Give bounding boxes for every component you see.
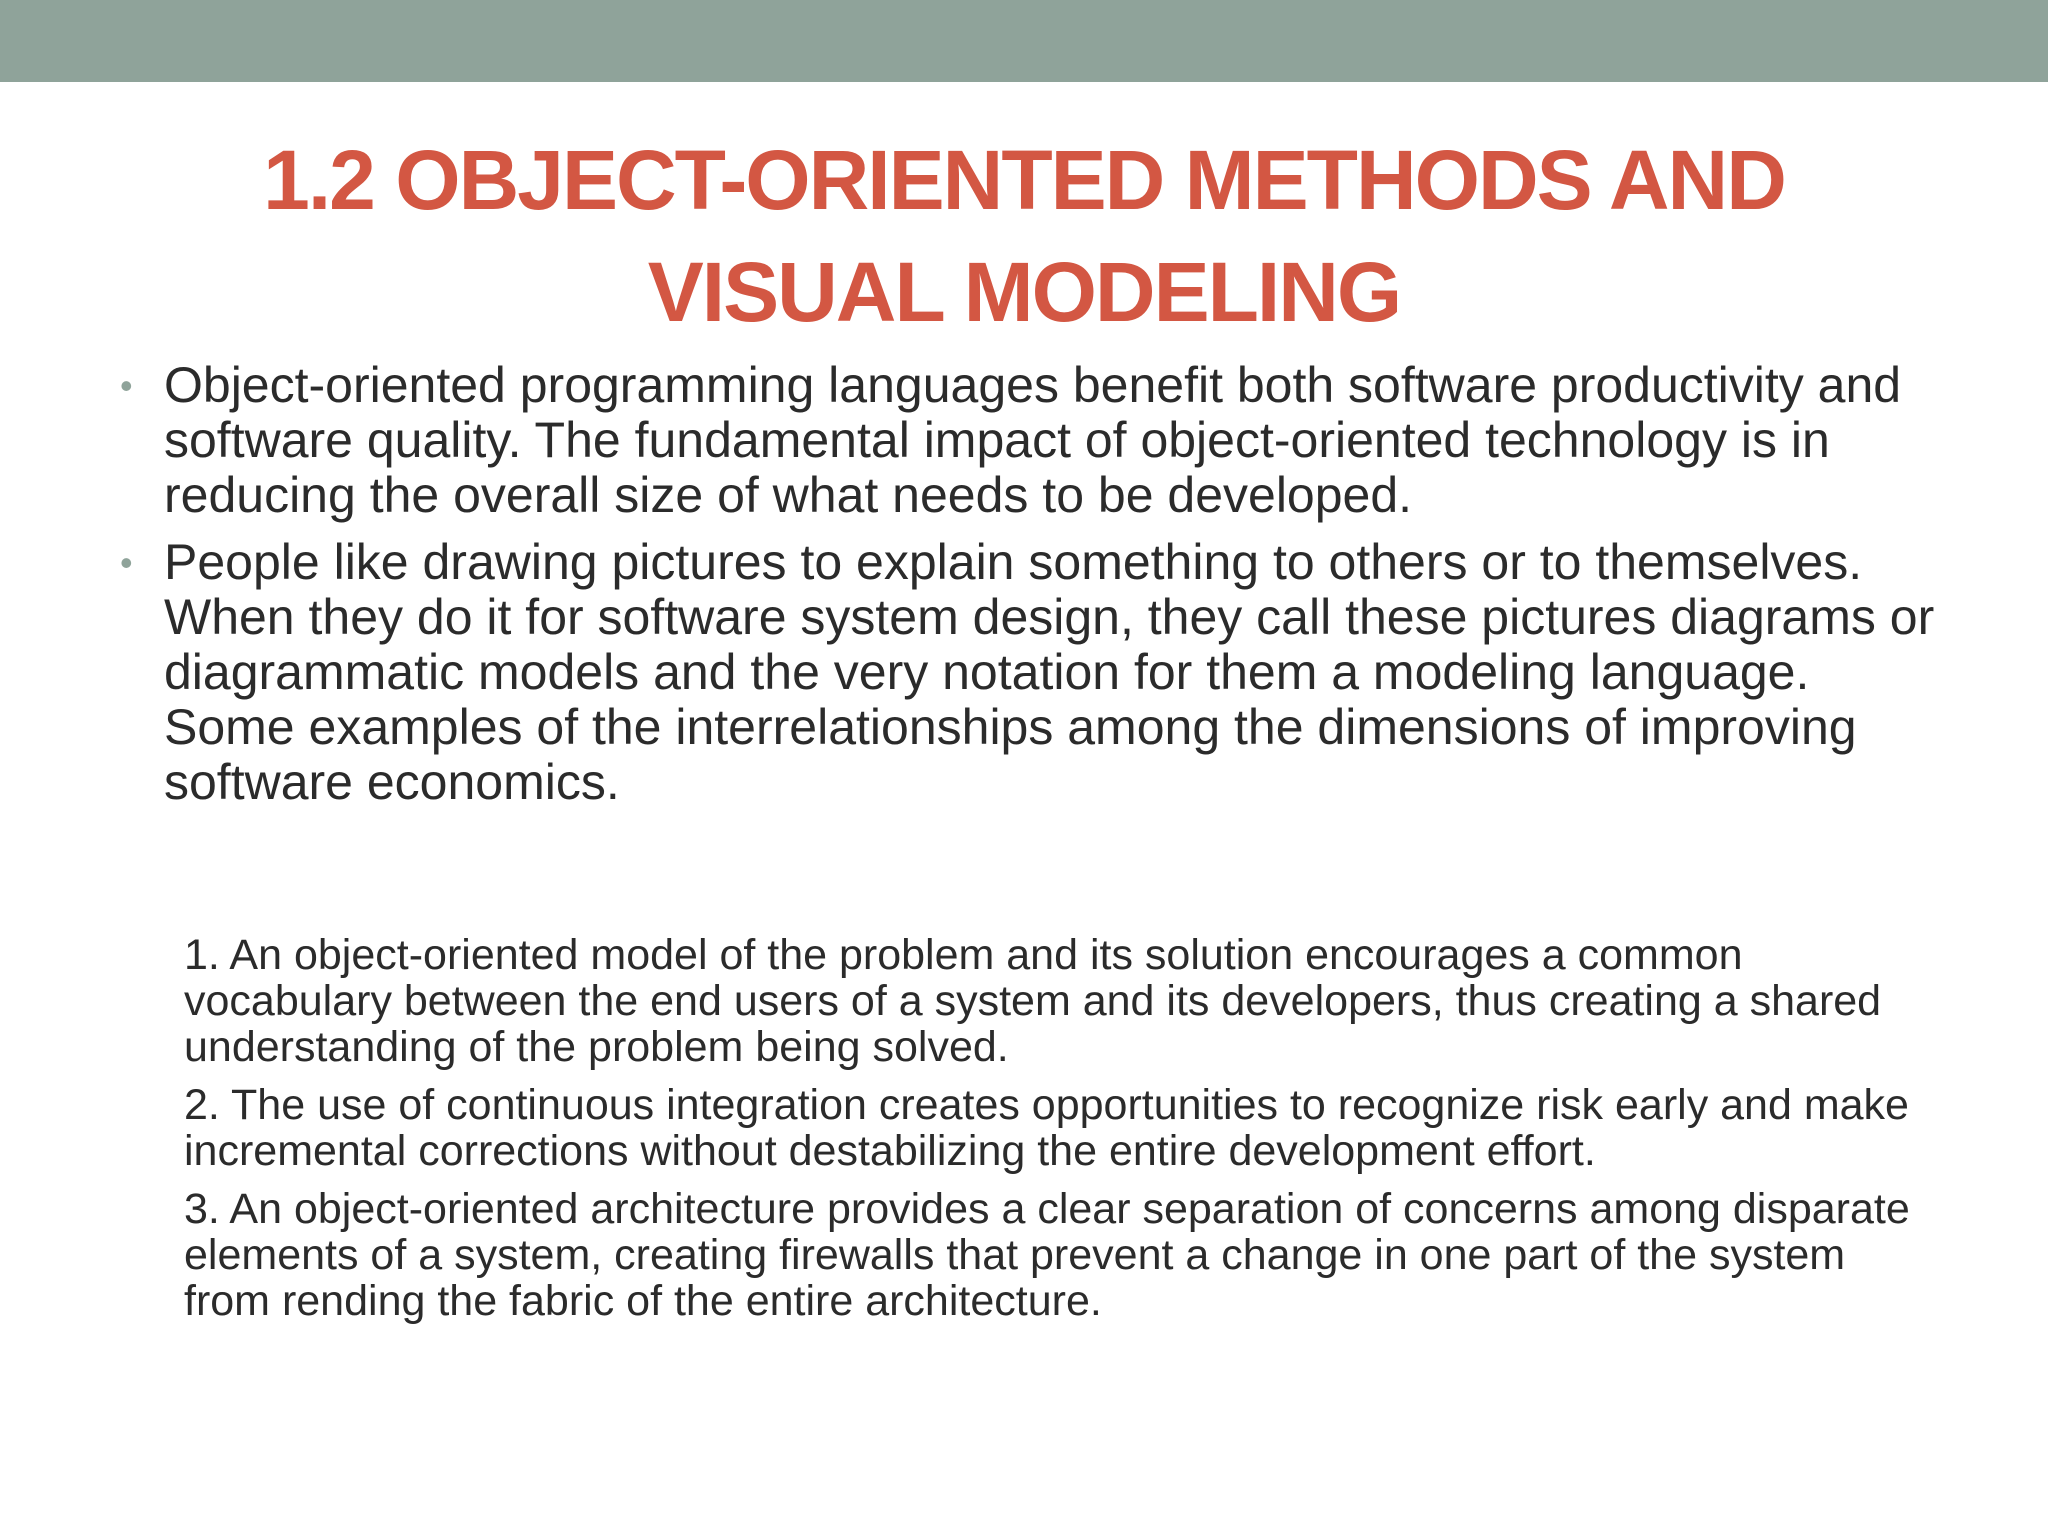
bullet-item [120, 358, 1940, 523]
slide-title-line-1: 1.2 OBJECT-ORIENTED METHODS AND [263, 133, 1785, 227]
bullet-item [120, 535, 1940, 810]
bullet-marker: • [120, 542, 133, 583]
numbered-list [184, 932, 1924, 1336]
slide-header-bar [0, 0, 2048, 82]
bullet-text: Object-oriented programming languages benefit both software productivity and software quality. The fundamental impact of object-oriented technology is in reducing the overall size of what needs to be developed. [164, 357, 1902, 523]
slide-title [0, 124, 2048, 348]
bullet-text: People like drawing pictures to explain something to others or to themselves. When they do it for software system design, they call these pictures diagrams or diagrammatic models and the very notation for them a modeling language. Some examples of the interrelationships among the dimensions of improving software economics. [164, 534, 1935, 810]
numbered-item-3: 3. An object-oriented architecture provides a clear separation of concerns among disparate elements of a system, creating firewalls that prevent a change in one part of the system from rending the fabric of the entire architecture. [184, 1185, 1910, 1325]
bullet-marker: • [120, 365, 133, 406]
numbered-item-2: 2. The use of continuous integration creates opportunities to recognize risk early and make incremental corrections without destabilizing the entire development effort. [184, 1081, 1909, 1175]
numbered-item-1: 1. An object-oriented model of the problem and its solution encourages a common vocabulary between the end users of a system and its developers, thus creating a shared understanding of the problem being solved. [184, 931, 1882, 1071]
slide-title-line-2: VISUAL MODELING [647, 245, 1401, 339]
bullet-list [120, 358, 1940, 822]
